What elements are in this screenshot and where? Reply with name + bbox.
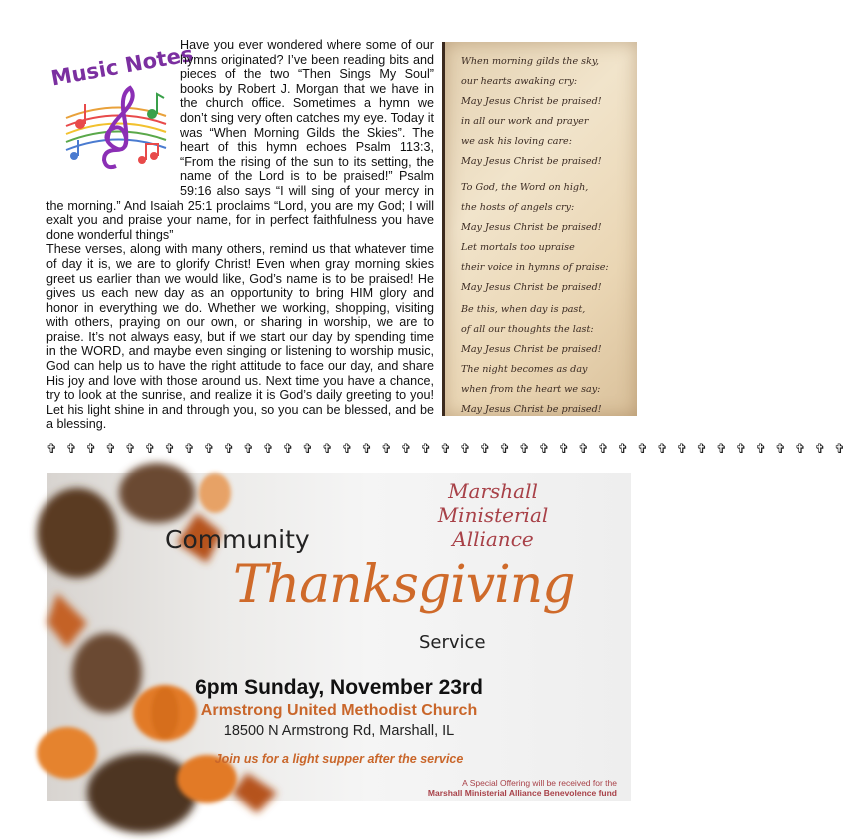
hymn-stanza-1: [461, 52, 602, 172]
hymn-line: Be this, when day is past,: [461, 304, 586, 315]
event-datetime: 6pm Sunday, November 23rd: [195, 676, 483, 699]
hymn-line: of all our thoughts the last:: [461, 324, 594, 335]
hymn-stanza-2: [461, 178, 609, 298]
alliance-logo-text: [403, 479, 583, 551]
supper-note: Join us for a light supper after the service: [214, 752, 464, 766]
hymn-line: May Jesus Christ be praised!: [461, 156, 602, 167]
hymn-line: May Jesus Christ be praised!: [461, 222, 602, 233]
hymn-line: their voice in hymns of praise:: [461, 262, 609, 273]
hymn-line: when from the heart we say:: [461, 384, 601, 395]
hymn-line: we ask his loving care:: [461, 136, 572, 147]
treble-clef-icon: [46, 38, 196, 178]
service-heading: Service: [419, 632, 486, 653]
hymn-line: May Jesus Christ be praised!: [461, 404, 602, 415]
hymn-line: When morning gilds the sky,: [461, 56, 600, 67]
hymn-line: in all our work and prayer: [461, 116, 589, 127]
article-text: [46, 38, 434, 432]
alliance-line-2: Ministerial Alliance: [437, 503, 549, 551]
hymn-parchment: [442, 42, 637, 416]
hymn-line: Let mortals too upraise: [461, 242, 575, 253]
hymn-line: To God, the Word on high,: [461, 182, 589, 193]
offering-fund: Marshall Ministerial Alliance Benevolence fund: [427, 788, 617, 798]
hymn-line: May Jesus Christ be praised!: [461, 344, 602, 355]
alliance-line-1: Marshall: [448, 479, 538, 503]
thanksgiving-flyer: [47, 473, 631, 801]
article-paragraph-2: These verses, along with many others, remind us that whatever time of day it is, we are to glorify Christ! Even when gray morning skies greet us earlier than we would like, God’s name is to be praised! He gives us each new day as an opportunity to bring HIM glory and honor in everything we do. Whether we working, shopping, visiting with others, praying on our own, or sharing in worship, we are to praise. It’s not always easy, but if we start our day by spending time in the WORD, and maybe even singing or listening to worship music, God can help us to have the right attitude to face our day, and share His joy and love with those around us. Next time you have a chance, try to look at the sunrise, and realize it is God’s daily greeting to you! Let his light shine in and through you, so you can be blessed, and be a blessing.: [46, 242, 434, 432]
hymn-line: The night becomes as day: [461, 364, 588, 375]
hymn-stanza-3: [461, 300, 602, 420]
offering-note: A Special Offering will be received for the: [462, 778, 617, 788]
hymn-line: our hearts awaking cry:: [461, 76, 578, 87]
hymn-line: the hosts of angels cry:: [461, 202, 575, 213]
community-heading: Community: [165, 525, 310, 554]
cross-divider: ✞ ✞ ✞ ✞ ✞ ✞ ✞ ✞ ✞ ✞ ✞ ✞ ✞ ✞ ✞ ✞ ✞ ✞ ✞ ✞ ✞ ✞ ✞ ✞ ✞ ✞ ✞ ✞ ✞ ✞ ✞ ✞ ✞ ✞ ✞ ✞ ✞ ✞ ✞ ✞ ✞: [46, 441, 848, 456]
music-notes-logo: [46, 38, 196, 186]
hymn-line: May Jesus Christ be praised!: [461, 96, 602, 107]
hymn-line: May Jesus Christ be praised!: [461, 282, 602, 293]
thanksgiving-heading: Thanksgiving: [233, 555, 575, 615]
church-name: Armstrong United Methodist Church: [200, 702, 478, 719]
article-paragraph-1: Have you ever wondered where some of our hymns originated? I’ve been reading bits and pieces of the two “Then Sings My Soul” books by Robert J. Morgan that we have in the church office. Sometimes a hymn we don’t sing very often catches my eye. Today it was “When Morning Gilds the Skies”. The heart of this hymn echoes Psalm 113:3, “From the rising of the sun to its setting, the name of the Lord is to be praised!” Psalm 59:16 also says “I will sing of your mercy in the morning.” And Isaiah 25:1 proclaims “Lord, you are my God; I will exalt you and praise your name, for in perfect faithfulness you have done wonderful things”: [46, 38, 434, 242]
svg-text:Music Notes: Music Notes: [48, 41, 196, 91]
church-address: 18500 N Armstrong Rd, Marshall, IL: [223, 723, 455, 739]
